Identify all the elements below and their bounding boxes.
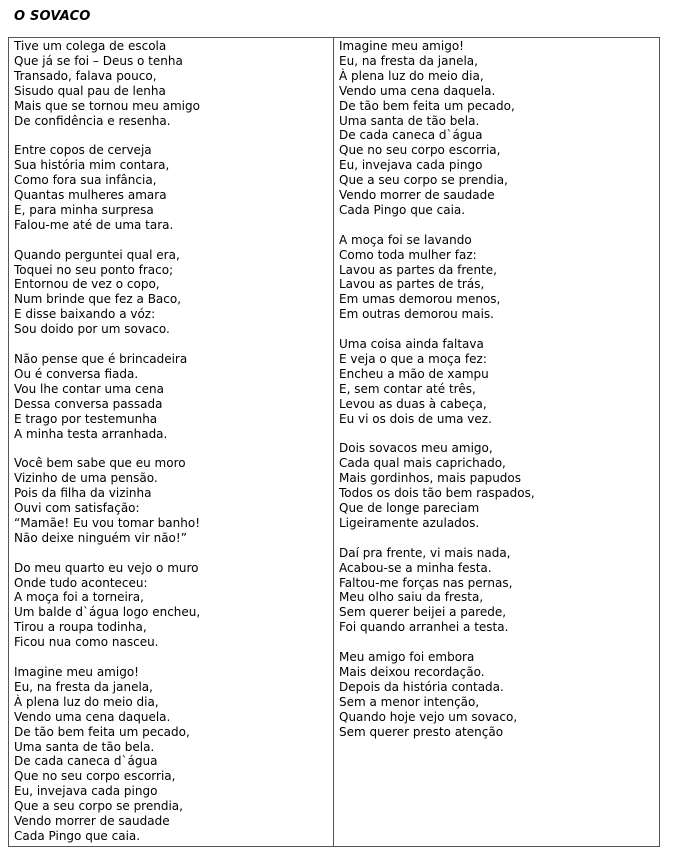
verse-line: À plena luz do meio dia, (14, 694, 159, 709)
verse-line: Todos os dois tão bem raspados, (339, 486, 535, 501)
verse-line: Num brinde que fez a Baco, (14, 292, 182, 307)
verse-line: Falou-me até de uma tara. (14, 217, 174, 232)
verse-line: Que já se foi – Deus o tenha (14, 53, 183, 68)
verse-line: Tive um colega de escola (14, 39, 167, 53)
verse-line: À plena luz do meio dia, (339, 68, 484, 83)
verse-line: Sua história mim contara, (14, 158, 170, 173)
verse-line: Você bem sabe que eu moro (14, 456, 186, 471)
verse-line: Que a seu corpo se prendia, (14, 799, 183, 814)
verse-line: Eu, na fresta da janela, (339, 53, 478, 68)
verse-line: Ou é conversa fiada. (14, 366, 139, 381)
verse-line: E, sem contar até três, (339, 381, 476, 396)
verse-line: Que no seu corpo escorria, (339, 143, 501, 158)
verse-line: Acabou-se a minha festa. (339, 560, 492, 575)
verse-line: Imagine meu amigo! (339, 39, 464, 53)
left-column (9, 38, 334, 846)
stanza (14, 143, 333, 232)
verse-line: Meu amigo foi embora (339, 650, 475, 665)
verse-line: Que de longe pareciam (339, 501, 480, 516)
verse-line: Transado, falava pouco, (14, 68, 157, 83)
verse-line: Cada Pingo que caia. (339, 202, 466, 217)
verse-line: Tirou a roupa todinha, (14, 620, 147, 635)
verse-line: Como fora sua infância, (14, 173, 157, 188)
stanza (14, 39, 333, 128)
stanza (14, 248, 333, 337)
verse-line: E veja o que a moça fez: (339, 352, 487, 366)
stanza (339, 441, 658, 530)
verse-line: Mais deixou recordação. (339, 664, 485, 679)
verse-line: Onde tudo aconteceu: (14, 575, 148, 590)
verse-line: Foi quando arranhei a testa. (339, 620, 509, 635)
verse-line: Quantas mulheres amara (14, 188, 167, 203)
verse-line: A moça foi se lavando (339, 232, 472, 247)
verse-line: Mais que se tornou meu amigo (14, 98, 200, 113)
verse-line: Que a seu corpo se prendia, (339, 173, 508, 188)
verse-line: Eu, invejava cada pingo (14, 784, 158, 799)
verse-line: Do meu quarto eu vejo o muro (14, 560, 199, 575)
verse-line: Dois sovacos meu amigo, (339, 441, 493, 456)
poem-table (8, 37, 660, 847)
verse-line: Eu, na fresta da janela, (14, 679, 153, 694)
verse-line: Um balde d`água logo encheu, (14, 605, 201, 620)
stanza (339, 337, 658, 426)
verse-line: Eu vi os dois de uma vez. (339, 411, 492, 426)
verse-line: Ficou nua como nasceu. (14, 635, 159, 650)
verse-line: Entre copos de cerveja (14, 143, 152, 158)
verse-line: Imagine meu amigo! (14, 664, 139, 679)
verse-line: Lavou as partes da frente, (339, 262, 497, 277)
verse-line: Eu, invejava cada pingo (339, 158, 483, 173)
verse-line: Quando hoje vejo um sovaco, (339, 709, 518, 724)
verse-line: De tão bem feita um pecado, (339, 98, 515, 113)
verse-line: Vizinho de uma pensão. (14, 471, 158, 486)
verse-line: Não deixe ninguém vir não!” (14, 530, 187, 545)
verse-line: Levou as duas à cabeça, (339, 396, 487, 411)
verse-line: Pois da filha da vizinha (14, 486, 152, 501)
verse-line: Lavou as partes de trás, (339, 277, 485, 292)
right-column (334, 38, 658, 846)
verse-line: Uma santa de tão bela. (339, 113, 480, 128)
verse-line: A minha testa arranhada. (14, 426, 168, 441)
verse-line: Ligeiramente azulados. (339, 515, 480, 530)
verse-line: Meu olho saiu da fresta, (339, 590, 484, 605)
verse-line: Sisudo qual pau de lenha (14, 83, 166, 98)
verse-line: E trago por testemunha (14, 411, 158, 426)
verse-line: Em umas demorou menos, (339, 292, 501, 307)
stanza (14, 665, 333, 844)
verse-line: Sem querer presto atenção (339, 724, 504, 739)
verse-line: E, para minha surpresa (14, 202, 154, 217)
stanza (14, 561, 333, 650)
verse-line: Dessa conversa passada (14, 396, 163, 411)
verse-line: Vou lhe contar uma cena (14, 381, 164, 396)
verse-line: De tão bem feita um pecado, (14, 724, 190, 739)
verse-line: Sem querer beijei a parede, (339, 605, 507, 620)
verse-line: Que no seu corpo escorria, (14, 769, 176, 784)
verse-line: Em outras demorou mais. (339, 307, 494, 322)
stanza (14, 456, 333, 545)
stanza (339, 39, 658, 218)
verse-line: Depois da história contada. (339, 679, 504, 694)
page-title: O SOVACO (14, 9, 91, 24)
verse-line: A moça foi a torneira, (14, 590, 144, 605)
verse-line: Uma coisa ainda faltava (339, 337, 484, 352)
verse-line: Daí pra frente, vi mais nada, (339, 545, 511, 560)
verse-line: Como toda mulher faz: (339, 247, 477, 262)
verse-line: De confidência e resenha. (14, 113, 171, 128)
verse-line: Vendo uma cena daquela. (339, 83, 496, 98)
verse-line: E disse baixando a vóz: (14, 307, 156, 322)
verse-line: Vendo morrer de saudade (339, 188, 495, 203)
stanza (339, 233, 658, 322)
verse-line: Entornou de vez o copo, (14, 277, 160, 292)
verse-line: Sou doido por um sovaco. (14, 322, 170, 337)
verse-line: Sem a menor intenção, (339, 694, 480, 709)
verse-line: Vendo morrer de saudade (14, 814, 170, 829)
verse-line: De cada caneca d`água (14, 754, 158, 769)
verse-line: De cada caneca d`água (339, 128, 483, 143)
stanza (339, 650, 658, 739)
verse-line: “Mamãe! Eu vou tomar banho! (14, 515, 201, 530)
verse-line: Mais gordinhos, mais papudos (339, 471, 522, 486)
verse-line: Faltou-me forças nas pernas, (339, 575, 513, 590)
verse-line: Ouvi com satisfação: (14, 501, 140, 516)
verse-line: Uma santa de tão bela. (14, 739, 155, 754)
verse-line: Quando perguntei qual era, (14, 247, 180, 262)
verse-line: Não pense que é brincadeira (14, 351, 188, 366)
verse-line: Encheu a mão de xampu (339, 366, 489, 381)
stanza (14, 352, 333, 441)
stanza (339, 546, 658, 635)
verse-line: Vendo uma cena daquela. (14, 709, 171, 724)
verse-line: Toquei no seu ponto fraco; (14, 262, 174, 277)
verse-line: Cada qual mais caprichado, (339, 456, 506, 471)
verse-line: Cada Pingo que caia. (14, 828, 141, 843)
